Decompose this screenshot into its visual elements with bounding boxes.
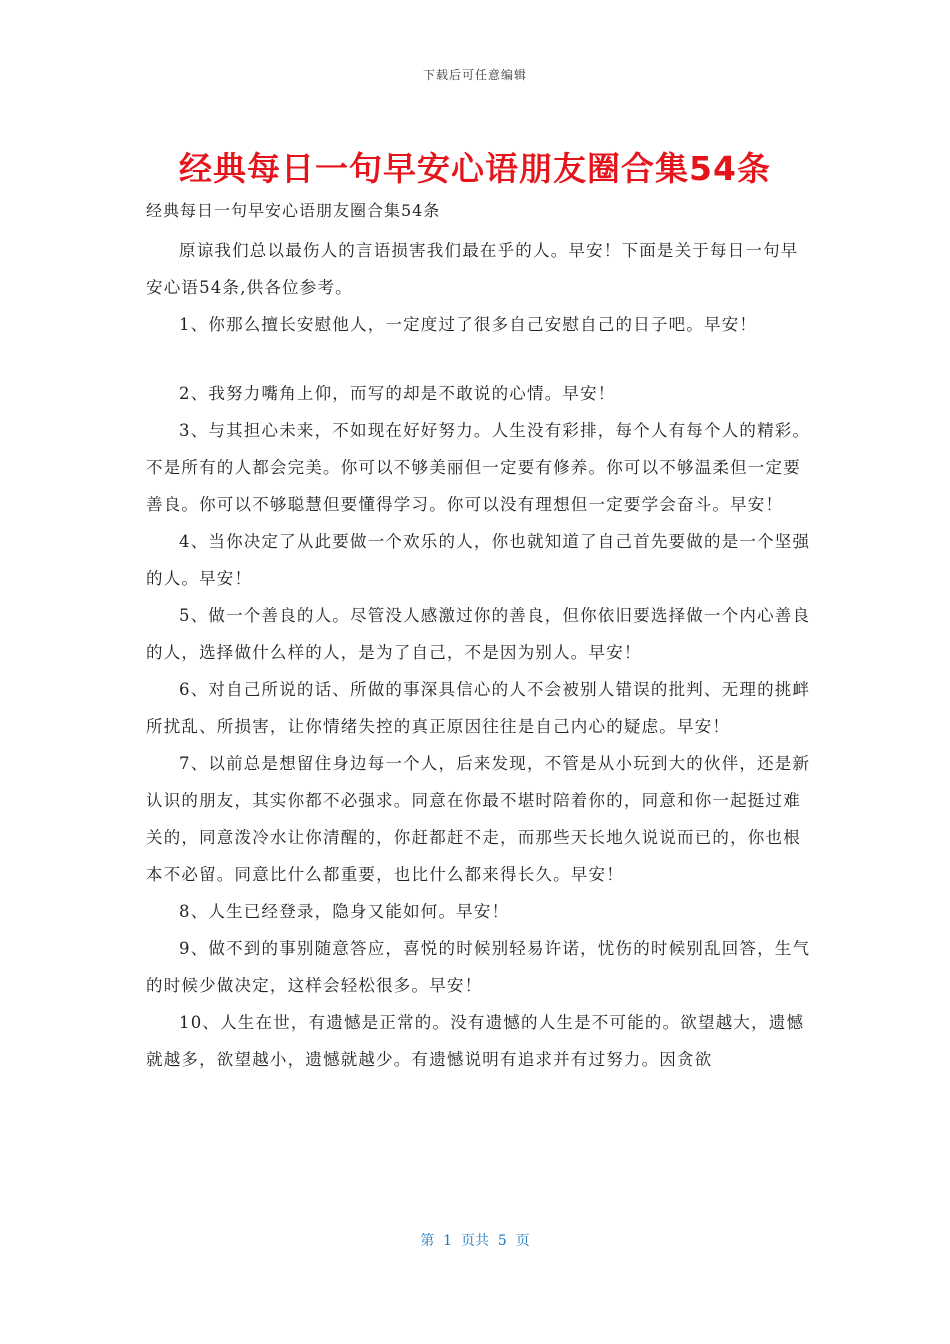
document-body (146, 232, 814, 1078)
page-number-footer: 第 1 页共 5 页 (420, 1233, 530, 1249)
quote-paragraph-9: 9、做不到的事别随意答应，喜悦的时候别轻易许诺，忧伤的时候别乱回答，生气的时候少做决定，这样会轻松很多。早安！ (146, 939, 811, 995)
document-title: 经典每日一句早安心语朋友圈合集54条 (179, 149, 771, 188)
header-note: 下载后可任意编辑 (422, 68, 527, 82)
quote-paragraph-5: 5、做一个善良的人。尽管没人感激过你的善良，但你依旧要选择做一个内心善良的人，选择做什么样的人，是为了自己，不是因为别人。早安！ (146, 606, 811, 662)
document-subtitle: 经典每日一句早安心语朋友圈合集54条 (146, 201, 441, 220)
quote-paragraph-10: 10、人生在世，有遗憾是正常的。没有遗憾的人生是不可能的。欲望越大，遗憾就越多，欲望越小，遗憾就越少。有遗憾说明有追求并有过努力。因贪欲 (146, 1013, 805, 1069)
quote-paragraph-7: 7、以前总是想留住身边每一个人，后来发现，不管是从小玩到大的伙伴，还是新认识的朋友，其实你都不必强求。同意在你最不堪时陪着你的，同意和你一起挺过难关的，同意泼冷水让你清醒的，你赶都赶不走，而那些天长地久说说而已的，你也根本不必留。同意比什么都重要，也比什么都来得长久。早安！ (146, 754, 811, 884)
quote-paragraph-3: 3、与其担心未来，不如现在好好努力。人生没有彩排，每个人有每个人的精彩。不是所有的人都会完美。你可以不够美丽但一定要有修养。你可以不够温柔但一定要善良。你可以不够聪慧但要懂得学习。你可以没有理想但一定要学会奋斗。早安！ (146, 421, 811, 514)
quote-paragraph-8: 8、人生已经登录，隐身又能如何。早安！ (179, 902, 510, 921)
quote-paragraph-6: 6、对自己所说的话、所做的事深具信心的人不会被别人错误的批判、无理的挑衅所扰乱、所损害，让你情绪失控的真正原因往往是自己内心的疑虑。早安！ (146, 680, 811, 736)
quote-paragraph-2: 2、我努力嘴角上仰，而写的却是不敢说的心情。早安！ (179, 384, 616, 403)
intro-paragraph: 原谅我们总以最伤人的言语损害我们最在乎的人。早安！下面是关于每日一句早安心语54条,供各位参考。 (146, 241, 799, 297)
quote-paragraph-1: 1、你那么擅长安慰他人，一定度过了很多自己安慰自己的日子吧。早安！ (179, 315, 758, 334)
quote-paragraph-4: 4、当你决定了从此要做一个欢乐的人，你也就知道了自己首先要做的是一个坚强的人。早安！ (146, 532, 811, 588)
